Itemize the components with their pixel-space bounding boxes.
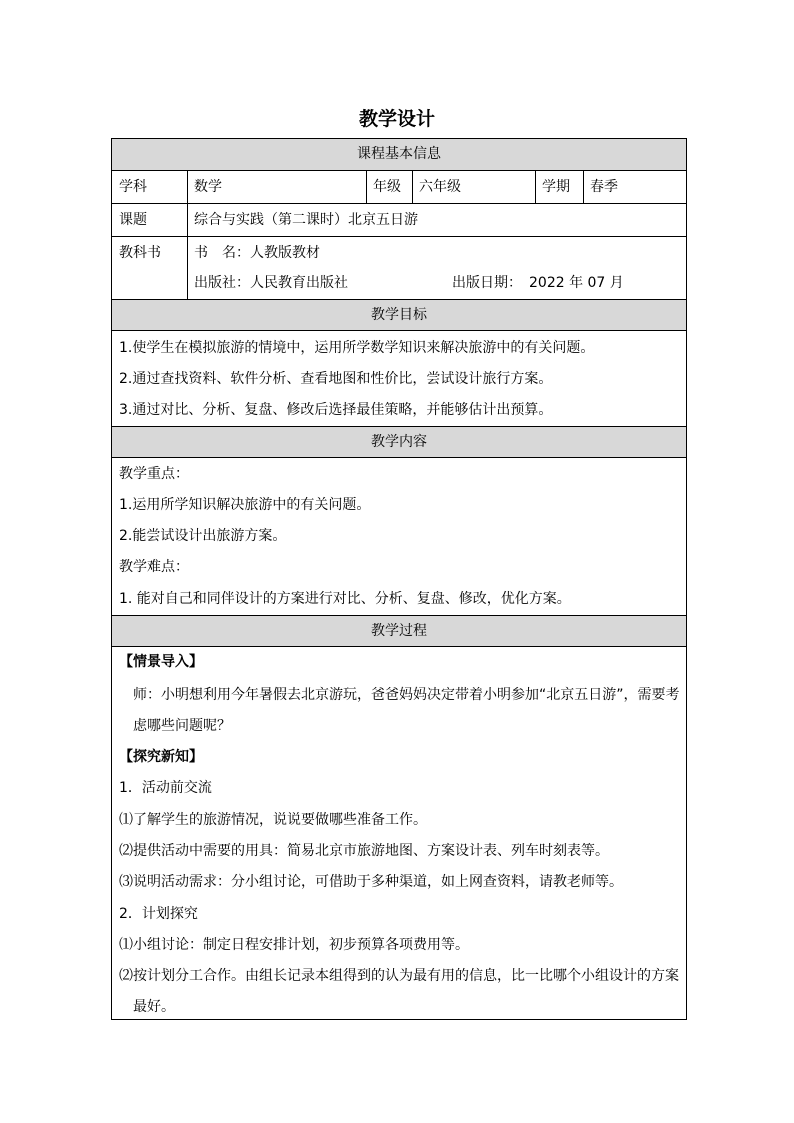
lesson-plan-table [111,138,687,1020]
column-divider [535,171,536,203]
key-point-item: 2.能尝试设计出旅游方案。 [119,528,287,544]
book-name: 书 名：人教版教材 [194,245,320,261]
column-divider [583,171,584,203]
objective-item: 2.通过查找资料、软件分析、查看地图和性价比，尝试设计旅行方案。 [119,371,553,387]
difficulty-label: 教学难点： [119,559,189,575]
document-title: 教学设计 [358,108,435,130]
row-divider [112,203,686,204]
publication-date: 出版日期： 2022 年 07 月 [452,275,624,291]
textbook-label: 教科书 [119,245,161,261]
step-item: ⑵提供活动中需要的用具：简易北京市旅游地图、方案设计表、列车时刻表等。 [119,843,609,859]
key-points-label: 教学重点： [119,466,189,482]
subject-value: 数学 [194,179,222,195]
intro-text: 虑哪些问题呢？ [133,718,231,734]
intro-text: 师：小明想利用今年暑假去北京游玩，爸爸妈妈决定带着小明参加“北京五日游”，需要考 [133,687,680,703]
term-label: 学期 [542,179,570,195]
subject-label: 学科 [119,179,147,195]
publisher: 出版社：人民教育出版社 [194,275,348,291]
column-divider [187,236,188,299]
step-heading: 2．计划探究 [119,906,198,922]
explore-label: 【探究新知】 [119,749,203,765]
step-item: ⑴小组讨论：制定日程安排计划，初步预算各项费用等。 [119,937,469,953]
step-item: 最好。 [133,999,175,1015]
objectives-header: 教学目标 [112,300,686,331]
step-heading: 1．活动前交流 [119,780,212,796]
topic-label: 课题 [119,212,147,228]
objective-item: 3.通过对比、分析、复盘、修改后选择最佳策略，并能够估计出预算。 [119,402,553,418]
column-divider [366,171,367,203]
term-value: 春季 [590,179,618,195]
key-point-item: 1.运用所学知识解决旅游中的有关问题。 [119,497,371,513]
difficulty-item: 1. 能对自己和同伴设计的方案进行对比、分析、复盘、修改，优化方案。 [119,591,571,607]
basic-info-header: 课程基本信息 [112,139,686,171]
column-divider [412,171,413,203]
objective-item: 1.使学生在模拟旅游的情境中，运用所学数学知识来解决旅游中的有关问题。 [119,340,595,356]
intro-label: 【情景导入】 [119,654,203,670]
row-divider [112,236,686,237]
step-item: ⑴了解学生的旅游情况，说说要做哪些准备工作。 [119,812,427,828]
topic-value: 综合与实践（第二课时）北京五日游 [194,212,418,228]
step-item: ⑶说明活动需求：分小组讨论，可借助于多种渠道，如上网查资料，请教老师等。 [119,874,623,890]
grade-label: 年级 [373,179,401,195]
content-header: 教学内容 [112,427,686,458]
process-header: 教学过程 [112,616,686,647]
grade-value: 六年级 [419,179,461,195]
step-item: ⑵按计划分工合作。由组长记录本组得到的认为最有用的信息，比一比哪个小组设计的方案 [119,968,679,984]
